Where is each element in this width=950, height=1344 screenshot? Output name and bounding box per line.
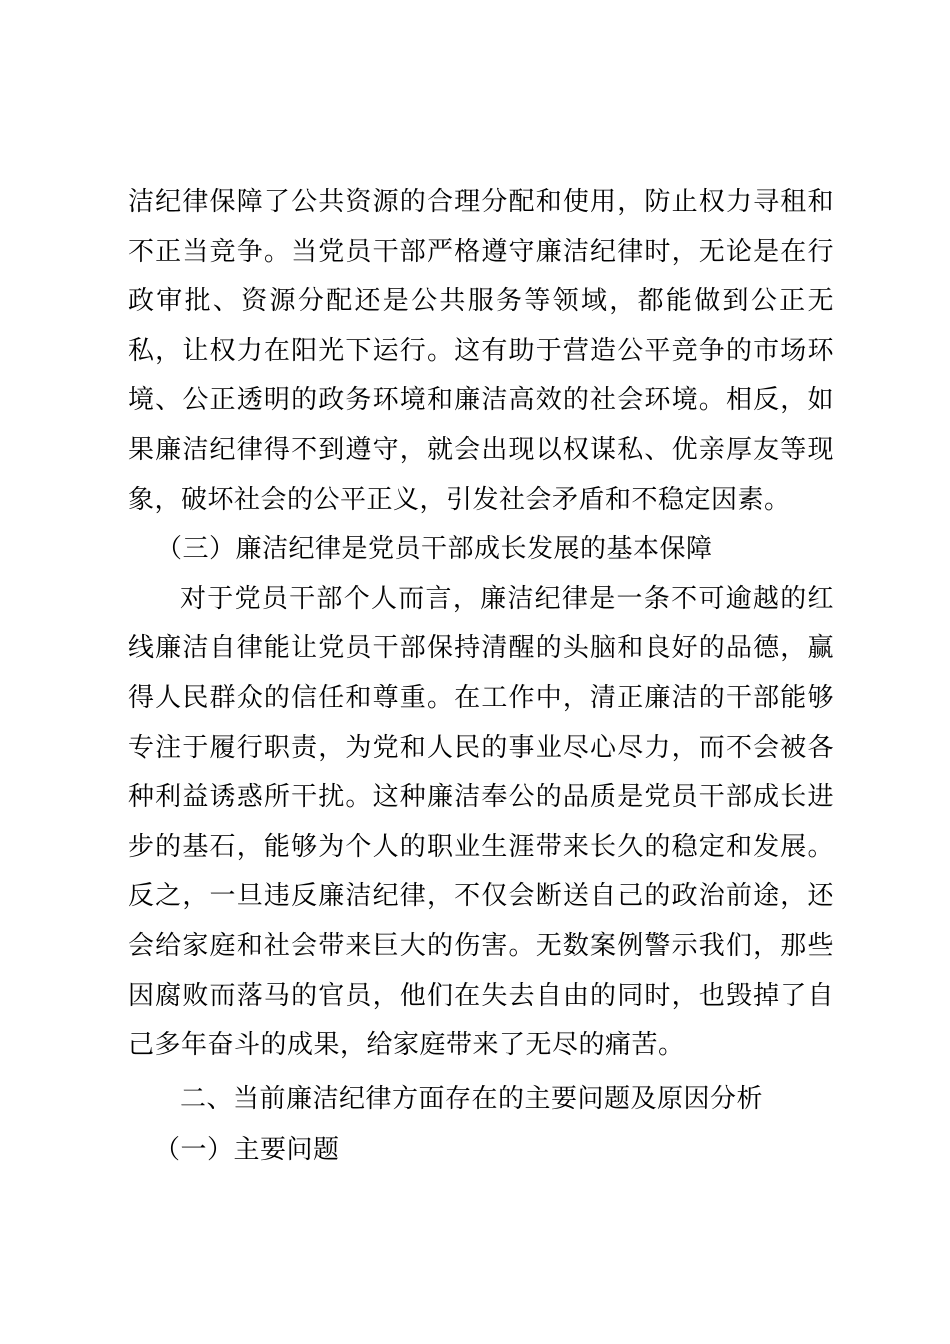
subsection-heading-3: （三）廉洁纪律是党员干部成长发展的基本保障 [156,534,713,565]
document-body [128,178,834,1176]
subsection-heading-1: （一）主要问题 [154,1135,340,1166]
section-heading-2: 二、当前廉洁纪律方面存在的主要问题及原因分析 [180,1083,764,1114]
paragraph-body: 对于党员干部个人而言，廉洁纪律是一条不可逾越的红线廉洁自律能让党员干部保持清醒的头脑和良好的品德，赢得人民群众的信任和尊重。在工作中，清正廉洁的干部能够专注于履行职责，为党和人民的事业尽心尽力，而不会被各种利益诱惑所干扰。这种廉洁奉公的品质是党员干部成长进步的基石，能够为个人的职业生涯带来长久的稳定和发展。反之，一旦违反廉洁纪律，不仅会断送自己的政治前途，还会给家庭和社会带来巨大的伤害。无数案例警示我们，那些因腐败而落马的官员，他们在失去自由的同时，也毁掉了自己多年奋斗的成果，给家庭带来了无尽的痛苦。 [128,583,834,1061]
paragraph-continuation: 洁纪律保障了公共资源的合理分配和使用，防止权力寻租和不正当竞争。当党员干部严格遵守廉洁纪律时，无论是在行政审批、资源分配还是公共服务等领域，都能做到公正无私，让权力在阳光下运行。这有助于营造公平竞争的市场环境、公正透明的政务环境和廉洁高效的社会环境。相反，如果廉洁纪律得不到遵守，就会出现以权谋私、优亲厚友等现象，破坏社会的公平正义，引发社会矛盾和不稳定因素。 [128,187,834,515]
